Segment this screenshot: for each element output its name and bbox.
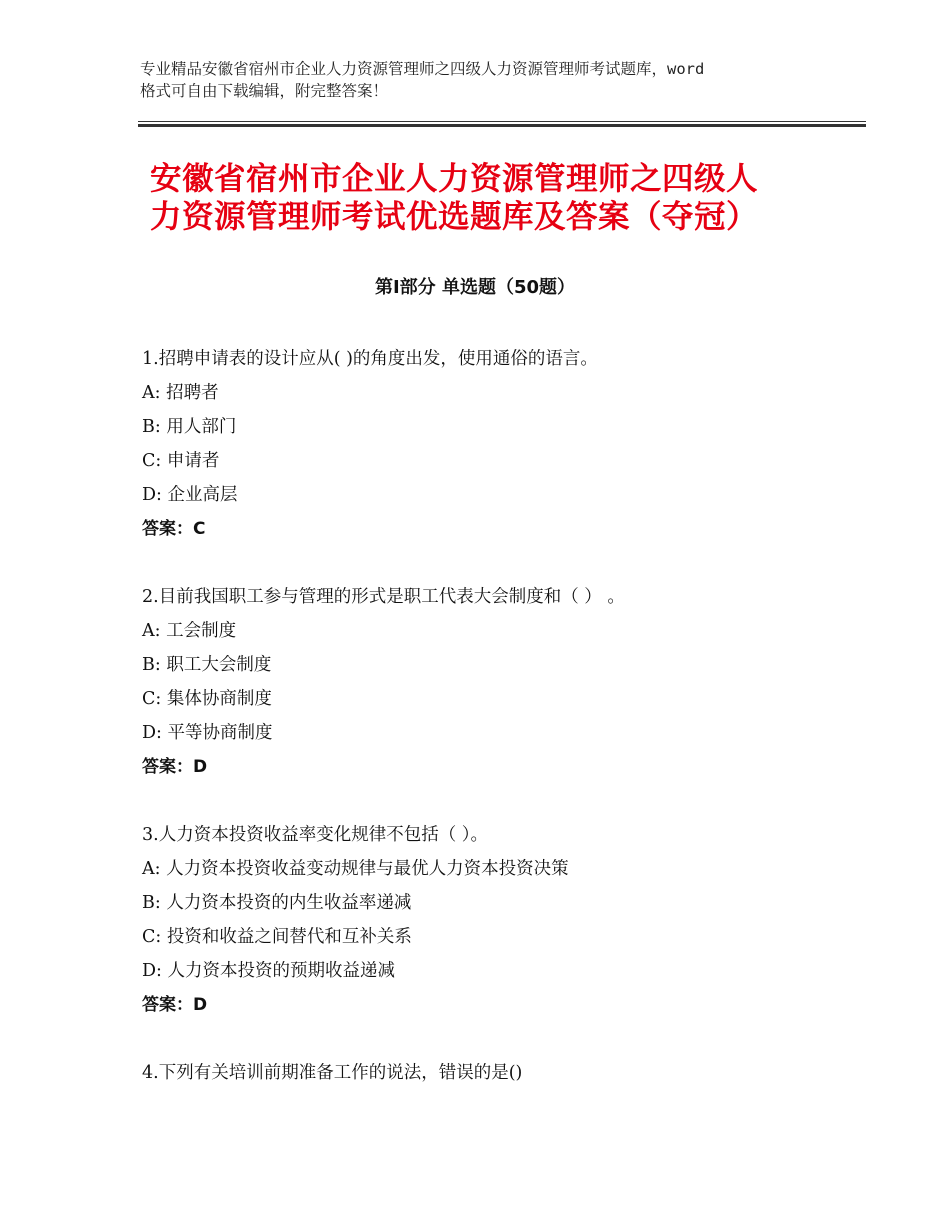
question-stem: 2.目前我国职工参与管理的形式是职工代表大会制度和（ ） 。 <box>142 587 625 607</box>
header-divider-thick <box>138 124 866 127</box>
question-3 <box>142 818 862 1022</box>
header-note-line-2: 格式可自由下载编辑，附完整答案！ <box>140 82 389 100</box>
option-a: A: 招聘者 <box>142 383 219 403</box>
option-b: B: 用人部门 <box>142 417 237 437</box>
answer: 答案：D <box>142 757 208 777</box>
option-b: B: 人力资本投资的内生收益率递减 <box>142 893 412 913</box>
option-c: C: 投资和收益之间替代和互补关系 <box>142 927 412 947</box>
document-title-line-1: 安徽省宿州市企业人力资源管理师之四级人 <box>150 161 759 197</box>
question-1 <box>142 342 862 546</box>
header-note-line-1: 专业精品安徽省宿州市企业人力资源管理师之四级人力资源管理师考试题库，word <box>140 60 705 78</box>
section-title: 第Ⅰ部分 单选题（50题） <box>374 277 575 298</box>
option-d: D: 企业高层 <box>142 485 238 505</box>
question-stem: 4.下列有关培训前期准备工作的说法，错误的是() <box>142 1063 523 1083</box>
option-a: A: 工会制度 <box>142 621 237 641</box>
option-a: A: 人力资本投资收益变动规律与最优人力资本投资决策 <box>142 859 569 879</box>
header-divider-thin <box>138 121 866 122</box>
option-c: C: 集体协商制度 <box>142 689 272 709</box>
option-d: D: 人力资本投资的预期收益递减 <box>142 961 395 981</box>
document-title <box>150 160 850 236</box>
question-list <box>142 342 862 1124</box>
option-d: D: 平等协商制度 <box>142 723 273 743</box>
option-c: C: 申请者 <box>142 451 220 471</box>
question-4 <box>142 1056 862 1090</box>
answer: 答案：D <box>142 995 208 1015</box>
option-b: B: 职工大会制度 <box>142 655 272 675</box>
question-2 <box>142 580 862 784</box>
header-note <box>140 58 830 102</box>
question-stem: 1.招聘申请表的设计应从( )的角度出发，使用通俗的语言。 <box>142 349 598 369</box>
document-title-line-2: 力资源管理师考试优选题库及答案（夺冠） <box>150 199 759 235</box>
question-stem: 3.人力资本投资收益率变化规律不包括（ ）。 <box>142 825 489 845</box>
answer: 答案：C <box>142 519 206 539</box>
